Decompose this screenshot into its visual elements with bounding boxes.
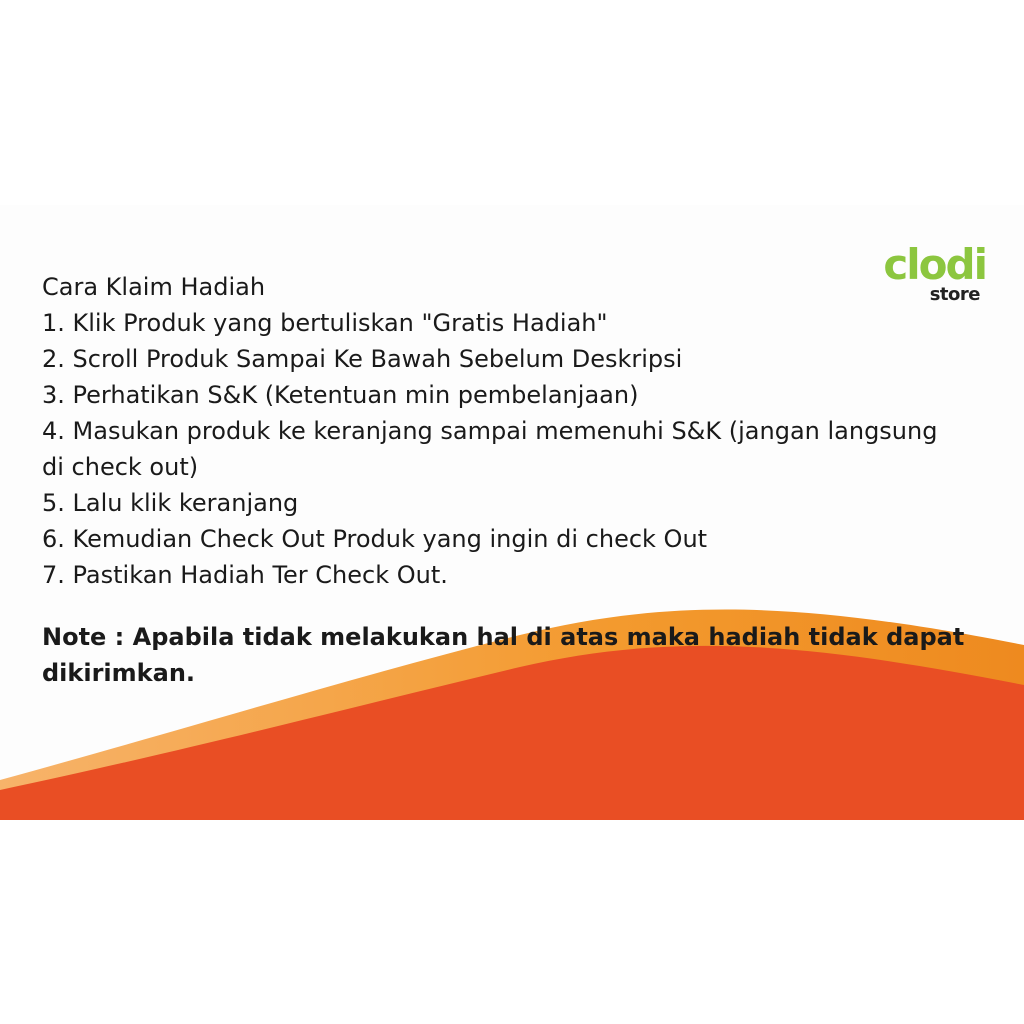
logo-subtext: store [929, 284, 980, 305]
step-1: 1. Klik Produk yang bertuliskan "Gratis Hadiah" [42, 309, 608, 337]
step-2: 2. Scroll Produk Sampai Ke Bawah Sebelum Deskripsi [42, 345, 683, 373]
step-5: 5. Lalu klik keranjang [42, 489, 299, 517]
logo-wordmark: clodi [883, 240, 986, 289]
step-7: 7. Pastikan Hadiah Ter Check Out. [42, 561, 448, 589]
step-4: 4. Masukan produk ke keranjang sampai memenuhi S&K (jangan langsung di check out) [42, 417, 946, 481]
step-3: 3. Perhatikan S&K (Ketentuan min pembelanjaan) [42, 381, 639, 409]
step-6: 6. Kemudian Check Out Produk yang ingin di check Out [42, 525, 708, 553]
instruction-card [0, 205, 1024, 820]
instructions-title: Cara Klaim Hadiah [42, 273, 266, 301]
note: Note : Apabila tidak melakukan hal di atas maka hadiah tidak dapat dikirimkan. [42, 623, 965, 687]
instructions [42, 269, 972, 691]
